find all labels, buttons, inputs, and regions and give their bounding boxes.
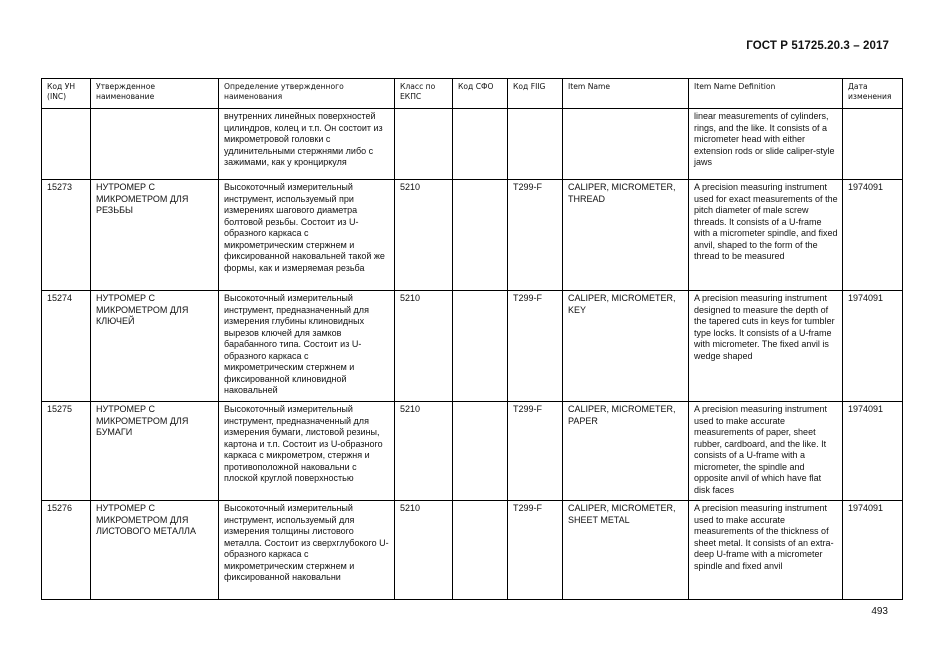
cell-item-definition: A precision measuring instrument used to make accurate measurements of the thickness of sheet metal. It consists of an extra-deep U-frame with a micrometer spindle and fixed anvil — [689, 501, 843, 600]
cell-sfo — [453, 180, 508, 291]
column-header-inc: Код УН (INC) — [42, 79, 91, 109]
table-row — [42, 501, 903, 600]
cell-fiig — [508, 109, 563, 180]
cell-sfo — [453, 402, 508, 501]
cell-definition-ru: внутренних линейных поверхностей цилиндров, колец и т.п. Он состоит из микрометровой головки с удлинительными стержнями либо с зажимами, как у кронциркуля — [219, 109, 395, 180]
cell-class: 5210 — [395, 501, 453, 600]
cell-item-name: CALIPER, MICROMETER, THREAD — [563, 180, 689, 291]
cell-definition-ru: Высокоточный измерительный инструмент, используемый при измерениях шагового диаметра болтовой резьбы. Состоит из U-образного каркаса с микрометрическим стержнем и фиксированной наковальней такой же формы, как и измеряемая резьба — [219, 180, 395, 291]
column-header-sfo: Код СФО — [453, 79, 508, 109]
column-header-item-definition: Item Name Definition — [689, 79, 843, 109]
column-header-name-ru: Утвержденное наименование — [91, 79, 219, 109]
cell-class: 5210 — [395, 402, 453, 501]
cell-definition-ru: Высокоточный измерительный инструмент, предназначенный для измерения бумаги, листовой резины, картона и т.п. Состоит из U-образного каркаса с микрометром, стержня и противоположной наковальни с плоской круглой поверхностью — [219, 402, 395, 501]
column-header-definition-ru: Определение утвержденного наименования — [219, 79, 395, 109]
cell-inc: 15274 — [42, 291, 91, 402]
column-header-class: Класс по ЕКПС — [395, 79, 453, 109]
header-row — [42, 79, 903, 109]
table-row — [42, 291, 903, 402]
cell-date: 1974091 — [843, 180, 903, 291]
cell-fiig: T299-F — [508, 180, 563, 291]
cell-item-definition: linear measurements of cylinders, rings, and the like. It consists of a micrometer head with either extension rods or slide caliper-style jaws — [689, 109, 843, 180]
table-row — [42, 109, 903, 180]
page-number: 493 — [871, 606, 888, 617]
table-header — [42, 79, 903, 109]
cell-date: 1974091 — [843, 291, 903, 402]
cell-inc: 15273 — [42, 180, 91, 291]
cell-inc: 15276 — [42, 501, 91, 600]
cell-sfo — [453, 501, 508, 600]
cell-definition-ru: Высокоточный измерительный инструмент, предназначенный для измерения глубины клиновидных вырезов ключей для замков барабанного типа. Состоит из U-образного каркаса с микрометрическим стержнем и фиксированной клиновидной наковальней — [219, 291, 395, 402]
cell-item-name — [563, 109, 689, 180]
cell-inc: 15275 — [42, 402, 91, 501]
cell-name-ru — [91, 109, 219, 180]
cell-item-name: CALIPER, MICROMETER, KEY — [563, 291, 689, 402]
column-header-fiig: Код FIIG — [508, 79, 563, 109]
cell-class — [395, 109, 453, 180]
gost-data-table — [41, 78, 903, 600]
table-row — [42, 180, 903, 291]
cell-fiig: T299-F — [508, 402, 563, 501]
cell-item-definition: A precision measuring instrument designed to measure the depth of the tapered cuts in keys for tumbler type locks. It consists of a U-frame with micrometer. The fixed anvil is wedge shaped — [689, 291, 843, 402]
cell-definition-ru: Высокоточный измерительный инструмент, используемый для измерения толщины листового металла. Состоит из сверхглубокого U-образного каркаса с микрометрическим стержнем и фиксированной наковальни — [219, 501, 395, 600]
cell-date — [843, 109, 903, 180]
cell-name-ru: НУТРОМЕР С МИКРОМЕТРОМ ДЛЯ РЕЗЬБЫ — [91, 180, 219, 291]
cell-fiig: T299-F — [508, 291, 563, 402]
cell-item-definition: A precision measuring instrument used to make accurate measurements of paper, sheet rubber, cardboard, and the like. It consists of a U-frame with a micrometer, the spindle and opposite anvil of which have flat disk faces — [689, 402, 843, 501]
cell-date: 1974091 — [843, 402, 903, 501]
cell-sfo — [453, 291, 508, 402]
cell-date: 1974091 — [843, 501, 903, 600]
cell-item-name: CALIPER, MICROMETER, PAPER — [563, 402, 689, 501]
cell-item-name: CALIPER, MICROMETER, SHEET METAL — [563, 501, 689, 600]
column-header-date: Дата изменения — [843, 79, 903, 109]
table-row — [42, 402, 903, 501]
cell-fiig: T299-F — [508, 501, 563, 600]
cell-inc — [42, 109, 91, 180]
cell-name-ru: НУТРОМЕР С МИКРОМЕТРОМ ДЛЯ ЛИСТОВОГО МЕТАЛЛА — [91, 501, 219, 600]
document-title: ГОСТ Р 51725.20.3 – 2017 — [746, 40, 889, 52]
cell-sfo — [453, 109, 508, 180]
cell-class: 5210 — [395, 180, 453, 291]
table-body — [42, 109, 903, 600]
column-header-item-name: Item Name — [563, 79, 689, 109]
cell-name-ru: НУТРОМЕР С МИКРОМЕТРОМ ДЛЯ КЛЮЧЕЙ — [91, 291, 219, 402]
cell-class: 5210 — [395, 291, 453, 402]
cell-item-definition: A precision measuring instrument used for exact measurements of the pitch diameter of male screw threads. It consists of a U-frame with a micrometer spindle, and fixed anvil, shaped to the form of the thread to be measured — [689, 180, 843, 291]
cell-name-ru: НУТРОМЕР С МИКРОМЕТРОМ ДЛЯ БУМАГИ — [91, 402, 219, 501]
